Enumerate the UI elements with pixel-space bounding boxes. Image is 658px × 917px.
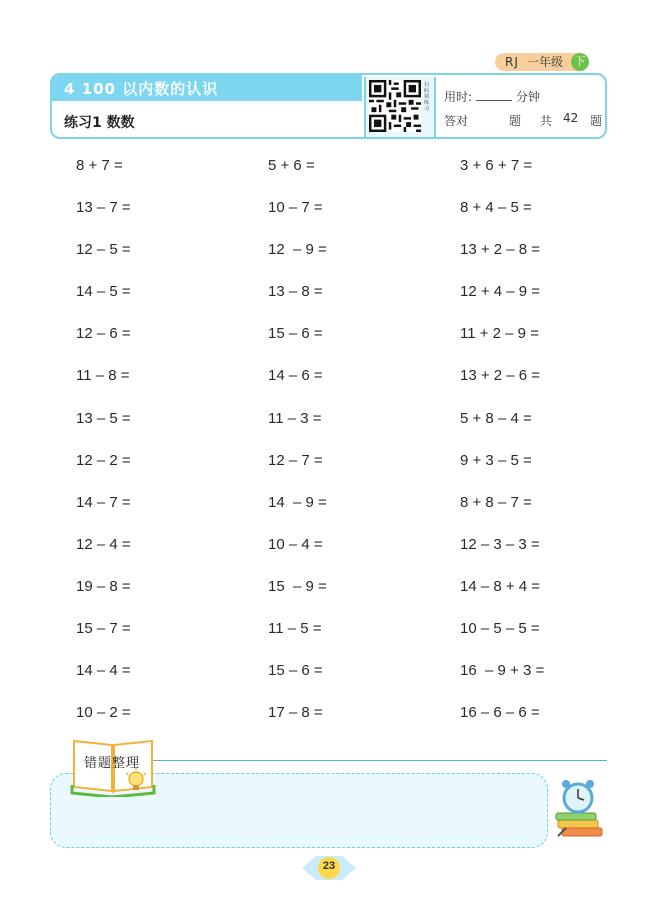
question-word: 题: [509, 114, 522, 128]
problem-item: 9 + 3 – 5 =: [460, 452, 532, 469]
problem-item: 12 – 4 =: [76, 536, 131, 553]
problem-item: 12 – 9 =: [268, 241, 327, 258]
problem-item: 5 + 8 – 4 =: [460, 410, 532, 427]
problem-item: 8 + 4 – 5 =: [460, 199, 532, 216]
problem-item: 10 – 5 – 5 =: [460, 620, 540, 637]
term-badge: 下: [571, 53, 589, 71]
time-input-line[interactable]: [476, 100, 512, 101]
problem-item: 8 + 8 – 7 =: [460, 494, 532, 511]
section-divider: [152, 760, 607, 761]
problem-item: 14 – 7 =: [76, 494, 131, 511]
time-unit: 分钟: [516, 90, 541, 104]
total-count: 42: [563, 111, 579, 125]
problem-item: 16 – 6 – 6 =: [460, 704, 540, 721]
problem-item: 15 – 7 =: [76, 620, 131, 637]
qr-code-icon[interactable]: [369, 80, 421, 132]
problem-item: 11 + 2 – 9 =: [460, 325, 539, 342]
problem-item: 15 – 6 =: [268, 662, 323, 679]
problem-item: 14 – 8 + 4 =: [460, 578, 541, 595]
total-unit: 题: [590, 114, 603, 128]
problem-item: 14 – 4 =: [76, 662, 131, 679]
problem-item: 10 – 2 =: [76, 704, 131, 721]
problem-item: 15 – 9 =: [268, 578, 327, 595]
problem-item: 12 – 2 =: [76, 452, 131, 469]
problem-item: 14 – 5 =: [76, 283, 131, 300]
problem-item: 16 – 9 + 3 =: [460, 662, 545, 679]
problem-item: 12 – 7 =: [268, 452, 323, 469]
mistake-section-title: 错题整理: [84, 756, 141, 771]
problem-item: 14 – 9 =: [268, 494, 327, 511]
problem-item: 15 – 6 =: [268, 325, 323, 342]
lesson-title: 练习1 数数: [64, 115, 135, 131]
problem-item: 12 – 6 =: [76, 325, 131, 342]
problem-item: 10 – 7 =: [268, 199, 323, 216]
problem-item: 13 – 8 =: [268, 283, 323, 300]
total-label: 共: [540, 114, 553, 128]
problem-item: 10 – 4 =: [268, 536, 323, 553]
edition-label: RJ: [505, 55, 519, 69]
problem-item: 13 + 2 – 6 =: [460, 367, 541, 384]
problem-item: 8 + 7 =: [76, 157, 123, 174]
correct-label: 答对: [444, 114, 469, 128]
problem-item: 3 + 6 + 7 =: [460, 157, 533, 174]
page-number: 23: [322, 860, 336, 872]
grade-badge: [495, 53, 587, 71]
problem-item: 13 – 5 =: [76, 410, 131, 427]
problem-item: 17 – 8 =: [268, 704, 323, 721]
problem-item: 13 + 2 – 8 =: [460, 241, 541, 258]
unit-title: 4 100 以内数的认识: [64, 80, 219, 98]
qr-caption: 扫码领练习: [424, 82, 430, 112]
grade-label: 一年级: [527, 55, 564, 69]
problem-item: 13 – 7 =: [76, 199, 131, 216]
problem-item: 12 – 5 =: [76, 241, 131, 258]
problem-item: 14 – 6 =: [268, 367, 323, 384]
alarm-clock-books-icon: [552, 778, 608, 842]
time-label: 用时:: [444, 90, 473, 104]
problem-item: 11 – 8 =: [76, 367, 130, 384]
problem-item: 11 – 3 =: [268, 410, 322, 427]
problem-item: 5 + 6 =: [268, 157, 315, 174]
problem-item: 11 – 5 =: [268, 620, 322, 637]
problem-item: 19 – 8 =: [76, 578, 131, 595]
problem-item: 12 + 4 – 9 =: [460, 283, 541, 300]
problem-item: 12 – 3 – 3 =: [460, 536, 540, 553]
